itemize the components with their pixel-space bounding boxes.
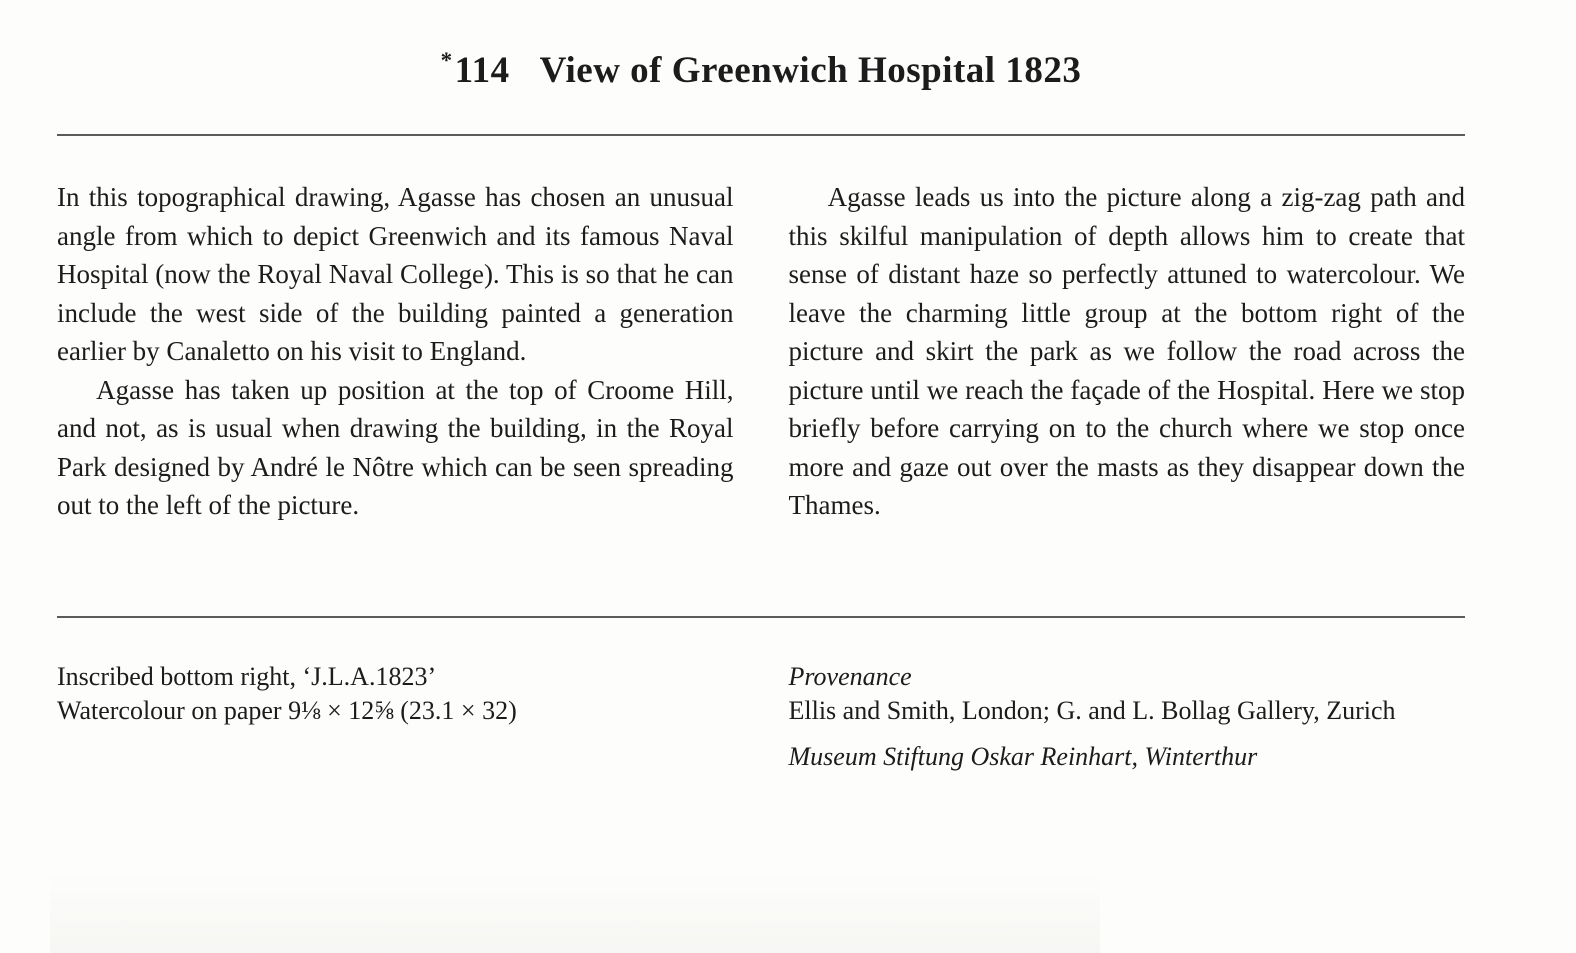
scan-shading-artifact <box>50 873 1100 953</box>
provenance-label: Provenance <box>788 662 912 691</box>
details-left-column <box>57 660 734 774</box>
medium-and-dimensions: Watercolour on paper 9⅛ × 12⅝ (23.1 × 32) <box>57 695 517 725</box>
essay-section <box>57 178 1465 572</box>
catalogue-details-section <box>57 660 1465 774</box>
page-content <box>57 0 1465 774</box>
essay-right-column <box>789 178 1466 572</box>
bottom-divider <box>57 616 1465 618</box>
provenance-museum: Museum Stiftung Oskar Reinhart, Winterthur <box>788 742 1258 771</box>
provenance-owners: Ellis and Smith, London; G. and L. Bollag Gallery, Zurich <box>788 695 1396 725</box>
essay-paragraph: Agasse leads us into the picture along a zig-zag path and this skilful manipulation of depth allows him to create that sense of distant haze so perfectly attuned to watercolour. We leave the charming little group at the bottom right of the picture and skirt the park as we follow the road across the picture until we reach the façade of the Hospital. Here we stop briefly before carrying on to the church where we stop once more and gaze out over the masts as they disappear down the Thames. <box>788 182 1465 520</box>
entry-header <box>57 0 1465 94</box>
top-divider <box>57 134 1465 136</box>
entry-number: 114 <box>454 50 510 91</box>
entry-title-text: View of Greenwich Hospital 1823 <box>539 50 1082 91</box>
page-title <box>57 38 1465 94</box>
essay-paragraph: In this topographical drawing, Agasse has chosen an unusual angle from which to depict Greenwich and its famous Naval Hospital (now the Royal Naval College). This is so that he can include the west side of the building painted a generation earlier by Canaletto on his visit to England. <box>57 182 734 366</box>
inscription-note: Inscribed bottom right, ‘J.L.A.1823’ <box>57 662 437 691</box>
essay-left-column <box>57 178 734 572</box>
essay-paragraph: Agasse has taken up position at the top of Croome Hill, and not, as is usual when drawing the building, in the Royal Park designed by André le Nôtre which can be seen spreading out to the left of the picture. <box>57 374 734 520</box>
provenance-column <box>789 660 1466 774</box>
entry-asterisk-marker: * <box>440 48 453 73</box>
